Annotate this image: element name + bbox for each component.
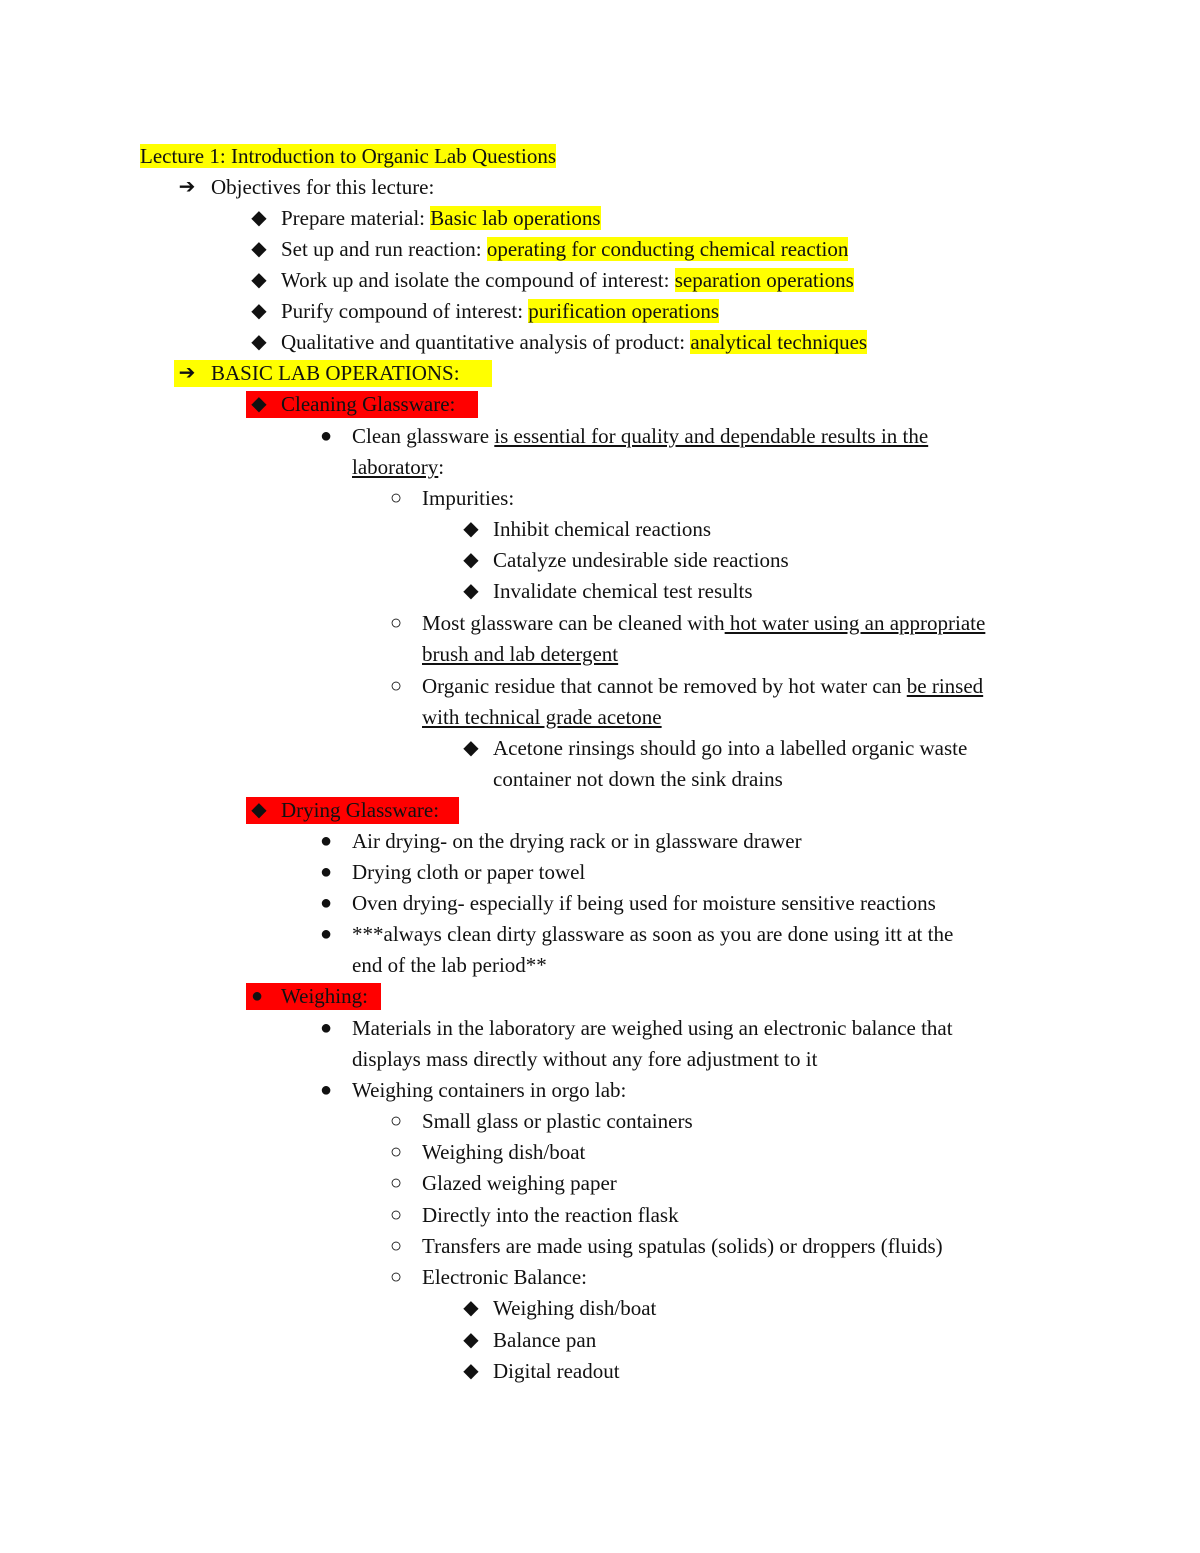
circle-bullet-icon: ○ <box>389 1266 403 1288</box>
impurities-label: Impurities: <box>422 486 515 510</box>
diamond-bullet-icon: ◆ <box>463 1329 479 1351</box>
weighing-heading: Weighing: <box>281 984 368 1008</box>
most-glassware-text-cont: brush and lab detergent <box>422 642 619 666</box>
circle-bullet-icon: ○ <box>389 487 403 509</box>
dot-bullet-icon: ● <box>319 923 333 945</box>
diamond-bullet-icon: ◆ <box>251 799 267 821</box>
dot-bullet-icon: ● <box>319 861 333 883</box>
container-item: Weighing dish/boat <box>422 1140 586 1164</box>
clean-glassware-text-cont: laboratory: <box>352 455 445 479</box>
document-title: Lecture 1: Introduction to Organic Lab Questions <box>140 144 557 168</box>
impurity-item: Catalyze undesirable side reactions <box>493 548 789 572</box>
impurity-item: Invalidate chemical test results <box>493 579 753 603</box>
diamond-bullet-icon: ◆ <box>463 1297 479 1319</box>
circle-bullet-icon: ○ <box>389 1204 403 1226</box>
acetone-text-cont: container not down the sink drains <box>493 767 783 791</box>
drying-item: Drying cloth or paper towel <box>352 860 586 884</box>
most-glassware-text: Most glassware can be cleaned with hot water using an appropriate <box>422 611 986 635</box>
dot-bullet-icon: ● <box>319 425 333 447</box>
container-item: Directly into the reaction flask <box>422 1203 679 1227</box>
diamond-bullet-icon: ◆ <box>463 518 479 540</box>
diamond-bullet-icon: ◆ <box>251 269 267 291</box>
objective-item: Work up and isolate the compound of interest: separation operations <box>281 268 854 292</box>
objective-item: Prepare material: Basic lab operations <box>281 206 601 230</box>
dot-bullet-icon: ● <box>319 892 333 914</box>
container-item: Small glass or plastic containers <box>422 1109 693 1133</box>
dot-bullet-icon: ● <box>319 1017 333 1039</box>
circle-bullet-icon: ○ <box>389 1141 403 1163</box>
diamond-bullet-icon: ◆ <box>463 1360 479 1382</box>
arrow-bullet-icon: ➔ <box>178 362 196 384</box>
dot-bullet-icon: ● <box>319 830 333 852</box>
materials-text: Materials in the laboratory are weighed using an electronic balance that <box>352 1016 953 1040</box>
circle-bullet-icon: ○ <box>389 675 403 697</box>
cleaning-heading: Cleaning Glassware: <box>281 392 456 416</box>
drying-always-text: ***always clean dirty glassware as soon as you are done using itt at the <box>352 922 954 946</box>
balance-item: Balance pan <box>493 1328 597 1352</box>
drying-always-text-cont: end of the lab period** <box>352 953 547 977</box>
organic-residue-text: Organic residue that cannot be removed by hot water can be rinsed <box>422 674 984 698</box>
diamond-bullet-icon: ◆ <box>463 580 479 602</box>
dot-bullet-icon: ● <box>250 985 264 1007</box>
clean-glassware-text: Clean glassware is essential for quality and dependable results in the <box>352 424 929 448</box>
container-item: Transfers are made using spatulas (solids) or droppers (fluids) <box>422 1234 943 1258</box>
objective-item: Set up and run reaction: operating for conducting chemical reaction <box>281 237 849 261</box>
impurity-item: Inhibit chemical reactions <box>493 517 712 541</box>
drying-heading: Drying Glassware: <box>281 798 440 822</box>
drying-item: Oven drying- especially if being used for moisture sensitive reactions <box>352 891 936 915</box>
circle-bullet-icon: ○ <box>389 1172 403 1194</box>
diamond-bullet-icon: ◆ <box>251 331 267 353</box>
organic-residue-text-cont: with technical grade acetone <box>422 705 662 729</box>
containers-label: Weighing containers in orgo lab: <box>352 1078 627 1102</box>
diamond-bullet-icon: ◆ <box>251 238 267 260</box>
circle-bullet-icon: ○ <box>389 612 403 634</box>
dot-bullet-icon: ● <box>319 1079 333 1101</box>
diamond-bullet-icon: ◆ <box>463 549 479 571</box>
circle-bullet-icon: ○ <box>389 1235 403 1257</box>
basic-ops-label: BASIC LAB OPERATIONS: <box>211 361 460 385</box>
diamond-bullet-icon: ◆ <box>251 300 267 322</box>
diamond-bullet-icon: ◆ <box>251 207 267 229</box>
acetone-text: Acetone rinsings should go into a labelled organic waste <box>493 736 968 760</box>
diamond-bullet-icon: ◆ <box>463 737 479 759</box>
objectives-label: Objectives for this lecture: <box>211 175 435 199</box>
arrow-bullet-icon: ➔ <box>178 176 196 198</box>
container-item: Glazed weighing paper <box>422 1171 617 1195</box>
diamond-bullet-icon: ◆ <box>251 393 267 415</box>
balance-item: Digital readout <box>493 1359 620 1383</box>
objective-item: Qualitative and quantitative analysis of product: analytical techniques <box>281 330 868 354</box>
drying-item: Air drying- on the drying rack or in glassware drawer <box>352 829 802 853</box>
circle-bullet-icon: ○ <box>389 1110 403 1132</box>
container-item: Electronic Balance: <box>422 1265 587 1289</box>
materials-text-cont: displays mass directly without any fore adjustment to it <box>352 1047 818 1071</box>
balance-item: Weighing dish/boat <box>493 1296 657 1320</box>
objective-item: Purify compound of interest: purification operations <box>281 299 719 323</box>
